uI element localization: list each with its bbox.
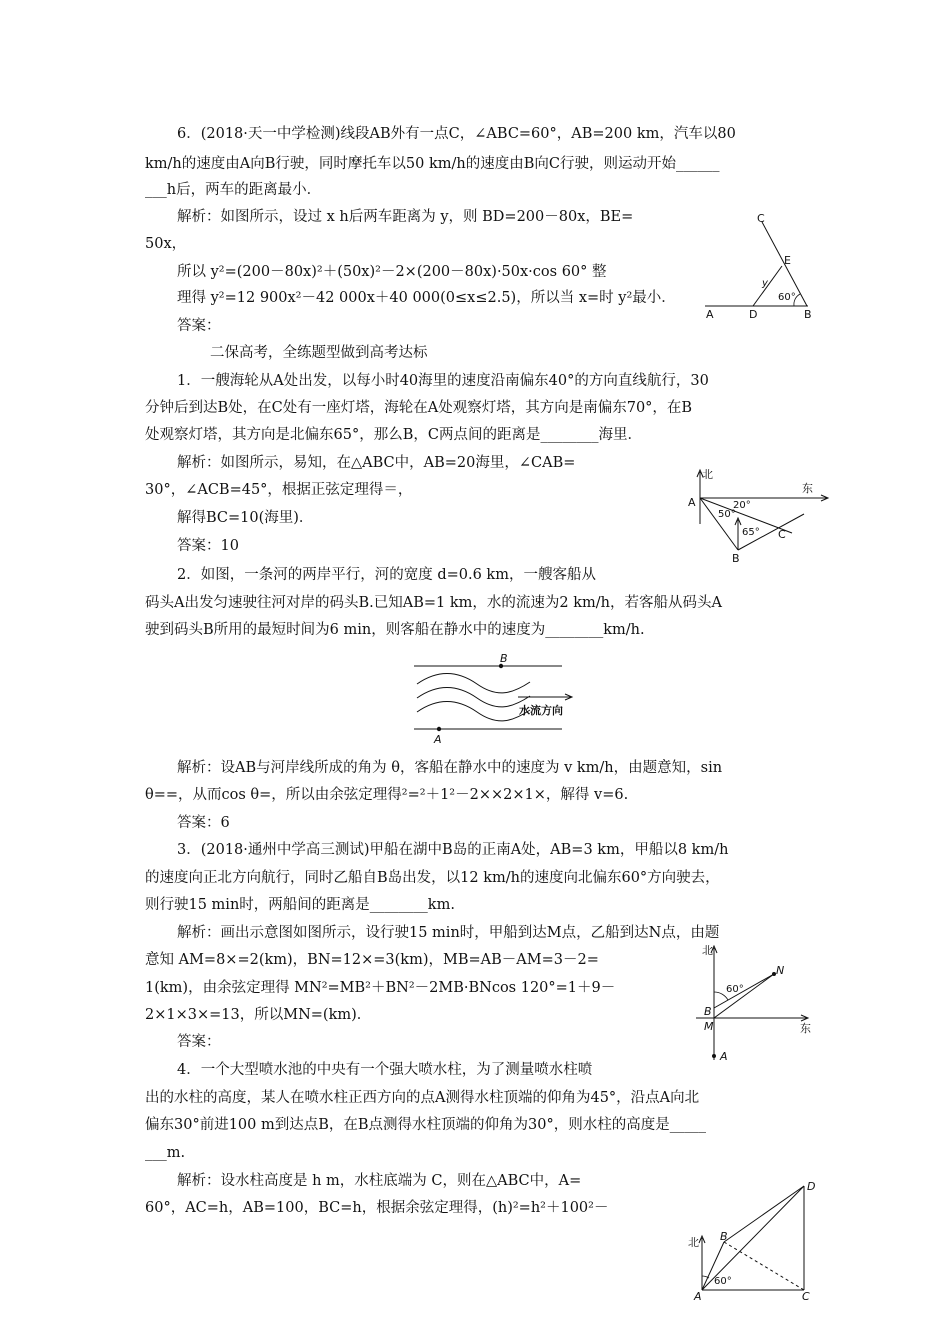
fountain-figure-problem4: [686, 1176, 820, 1302]
problem3-answer: 答案：: [177, 1034, 221, 1050]
angle-label-65: 65°: [742, 527, 760, 538]
point-label-a: A: [688, 496, 696, 509]
problem6-solution-line2: 50x，: [145, 236, 187, 252]
problem1-solution-line3: 解得BC=10(海里)．: [177, 510, 314, 526]
problem3-solution-line3: 1(km)，由余弦定理得 MN²=MB²＋BN²－2MB·BNcos 120°=1＋9－: [145, 980, 616, 996]
problem3-solution-line1: 解析：画出示意图如图所示，设行驶15 min时，甲船到达M点，乙船到达N点，由题: [177, 925, 720, 941]
problem2-solution-line2: θ==，从而cos θ=，所以由余弦定理得²=²＋1²－2××2×1×，解得 v=6.: [145, 787, 629, 803]
problem6-solution-line1: 解析：如图所示，设过 x h后两车距离为 y，则 BD=200－80x，BE=: [177, 209, 634, 225]
problem4-line1: 4．一个大型喷水池的中央有一个强大喷水柱，为了测量喷水柱喷: [177, 1062, 593, 1078]
problem2-solution-line1: 解析：设AB与河岸线所成的角为 θ，客船在静水中的速度为 v km/h，由题意知，sin: [177, 760, 723, 776]
point-label-c: C: [757, 212, 765, 225]
navigation-figure-problem1: [680, 464, 830, 564]
point-label-b: B: [732, 552, 740, 564]
angle-label-50: 50°: [718, 509, 736, 520]
problem4-line3: 偏东30°前进100 m到达点B，在B点测得水柱顶端的仰角为30°，则水柱的高度是_____: [145, 1117, 706, 1133]
point-label-a: A: [720, 1050, 728, 1063]
problem3-solution-line4: 2×1×3×=13，所以MN=(km)．: [145, 1007, 372, 1023]
east-label: 东: [800, 1022, 811, 1035]
point-label-c: C: [778, 528, 786, 541]
ships-figure-problem3: [696, 940, 820, 1066]
point-label-a: A: [706, 308, 714, 321]
problem6-line2: km/h的速度由A向B行驶，同时摩托车以50 km/h的速度由B向C行驶，则运动开始______: [145, 156, 720, 172]
problem4-line4: ___m.: [145, 1145, 186, 1161]
problem3-solution-line2: 意知 AM=8×=2(km)，BN=12×=3(km)，MB=AB－AM=3－2=: [145, 952, 599, 968]
problem1-line2: 分钟后到达B处，在C处有一座灯塔，海轮在A处观察灯塔，其方向是南偏东70°，在B: [145, 400, 693, 416]
flow-direction-label: 水流方向: [519, 704, 563, 717]
problem3-line3: 则行驶15 min时，两船间的距离是________km.: [145, 897, 455, 913]
problem1-solution-line2: 30°，∠ACB=45°，根据正弦定理得＝，: [145, 482, 413, 498]
north-label: 北: [702, 944, 713, 957]
point-label-m: M: [704, 1020, 714, 1033]
point-label-b: B: [500, 652, 508, 665]
problem1-answer: 答案：10: [177, 538, 239, 554]
problem6-solution-line4: 理得 y²=12 900x²－42 000x＋40 000(0≤x≤2.5)，所以当 x=时 y²最小．: [177, 290, 676, 306]
problem2-line1: 2．如图，一条河的两岸平行，河的宽度 d=0.6 km，一艘客船从: [177, 567, 596, 583]
problem6-line3: ___h后，两车的距离最小．: [145, 182, 322, 198]
problem6-solution-line3: 所以 y²=(200－80x)²＋(50x)²－2×(200－80x)·50x·cos 60° 整: [177, 264, 607, 280]
point-label-d: D: [749, 308, 758, 321]
triangle-figure-problem6: [700, 208, 820, 322]
point-label-b: B: [804, 308, 812, 321]
point-label-b: B: [720, 1230, 728, 1243]
problem2-line3: 驶到码头B所用的最短时间为6 min，则客船在静水中的速度为________km/h.: [145, 622, 645, 638]
north-label: 北: [688, 1236, 699, 1249]
point-label-d: D: [807, 1180, 816, 1193]
section-title: 二保高考，全练题型做到高考达标: [210, 345, 428, 361]
point-label-n: N: [776, 964, 785, 977]
north-label: 北: [702, 468, 713, 481]
problem2-answer: 答案：6: [177, 815, 230, 831]
point-label-a: A: [694, 1290, 702, 1302]
river-figure-problem2: [412, 650, 582, 746]
problem1-solution-line1: 解析：如图所示，易知，在△ABC中，AB=20海里，∠CAB=: [177, 455, 576, 471]
point-label-a: A: [434, 733, 442, 746]
problem6-line1: 6．(2018·天一中学检测)线段AB外有一点C，∠ABC=60°，AB=200 km，汽车以80: [177, 126, 736, 142]
problem4-line2: 出的水柱的高度，某人在喷水柱正西方向的点A测得水柱顶端的仰角为45°，沿点A向北: [145, 1090, 700, 1106]
problem4-solution-line1: 解析：设水柱高度是 h m，水柱底端为 C，则在△ABC中，A=: [177, 1173, 582, 1189]
point-label-b: B: [704, 1005, 712, 1018]
problem3-line1: 3．(2018·通州中学高三测试)甲船在湖中B岛的正南A处，AB=3 km，甲船以8 km/h: [177, 842, 729, 858]
problem6-answer: 答案：: [177, 318, 221, 334]
problem1-line1: 1．一艘海轮从A处出发，以每小时40海里的速度沿南偏东40°的方向直线航行，30: [177, 373, 709, 389]
point-label-c: C: [802, 1290, 810, 1302]
angle-label-60: 60°: [778, 292, 796, 303]
angle-label-20: 20°: [733, 500, 751, 511]
angle-label-60: 60°: [714, 1276, 732, 1287]
label-y: y: [762, 278, 768, 289]
east-label: 东: [802, 482, 813, 495]
point-label-e: E: [784, 254, 791, 267]
problem1-line3: 处观察灯塔，其方向是北偏东65°，那么B，C两点间的距离是________海里．: [145, 427, 642, 443]
angle-label-60: 60°: [726, 984, 744, 995]
problem3-line2: 的速度向正北方向航行，同时乙船自B岛出发，以12 km/h的速度向北偏东60°方向驶去，: [145, 870, 720, 886]
problem2-line2: 码头A出发匀速驶往河对岸的码头B.已知AB=1 km，水的流速为2 km/h，若客船从码头A: [145, 595, 722, 611]
problem4-solution-line2: 60°，AC=h，AB=100，BC=h，根据余弦定理得，(h)²=h²＋100²－: [145, 1200, 609, 1216]
